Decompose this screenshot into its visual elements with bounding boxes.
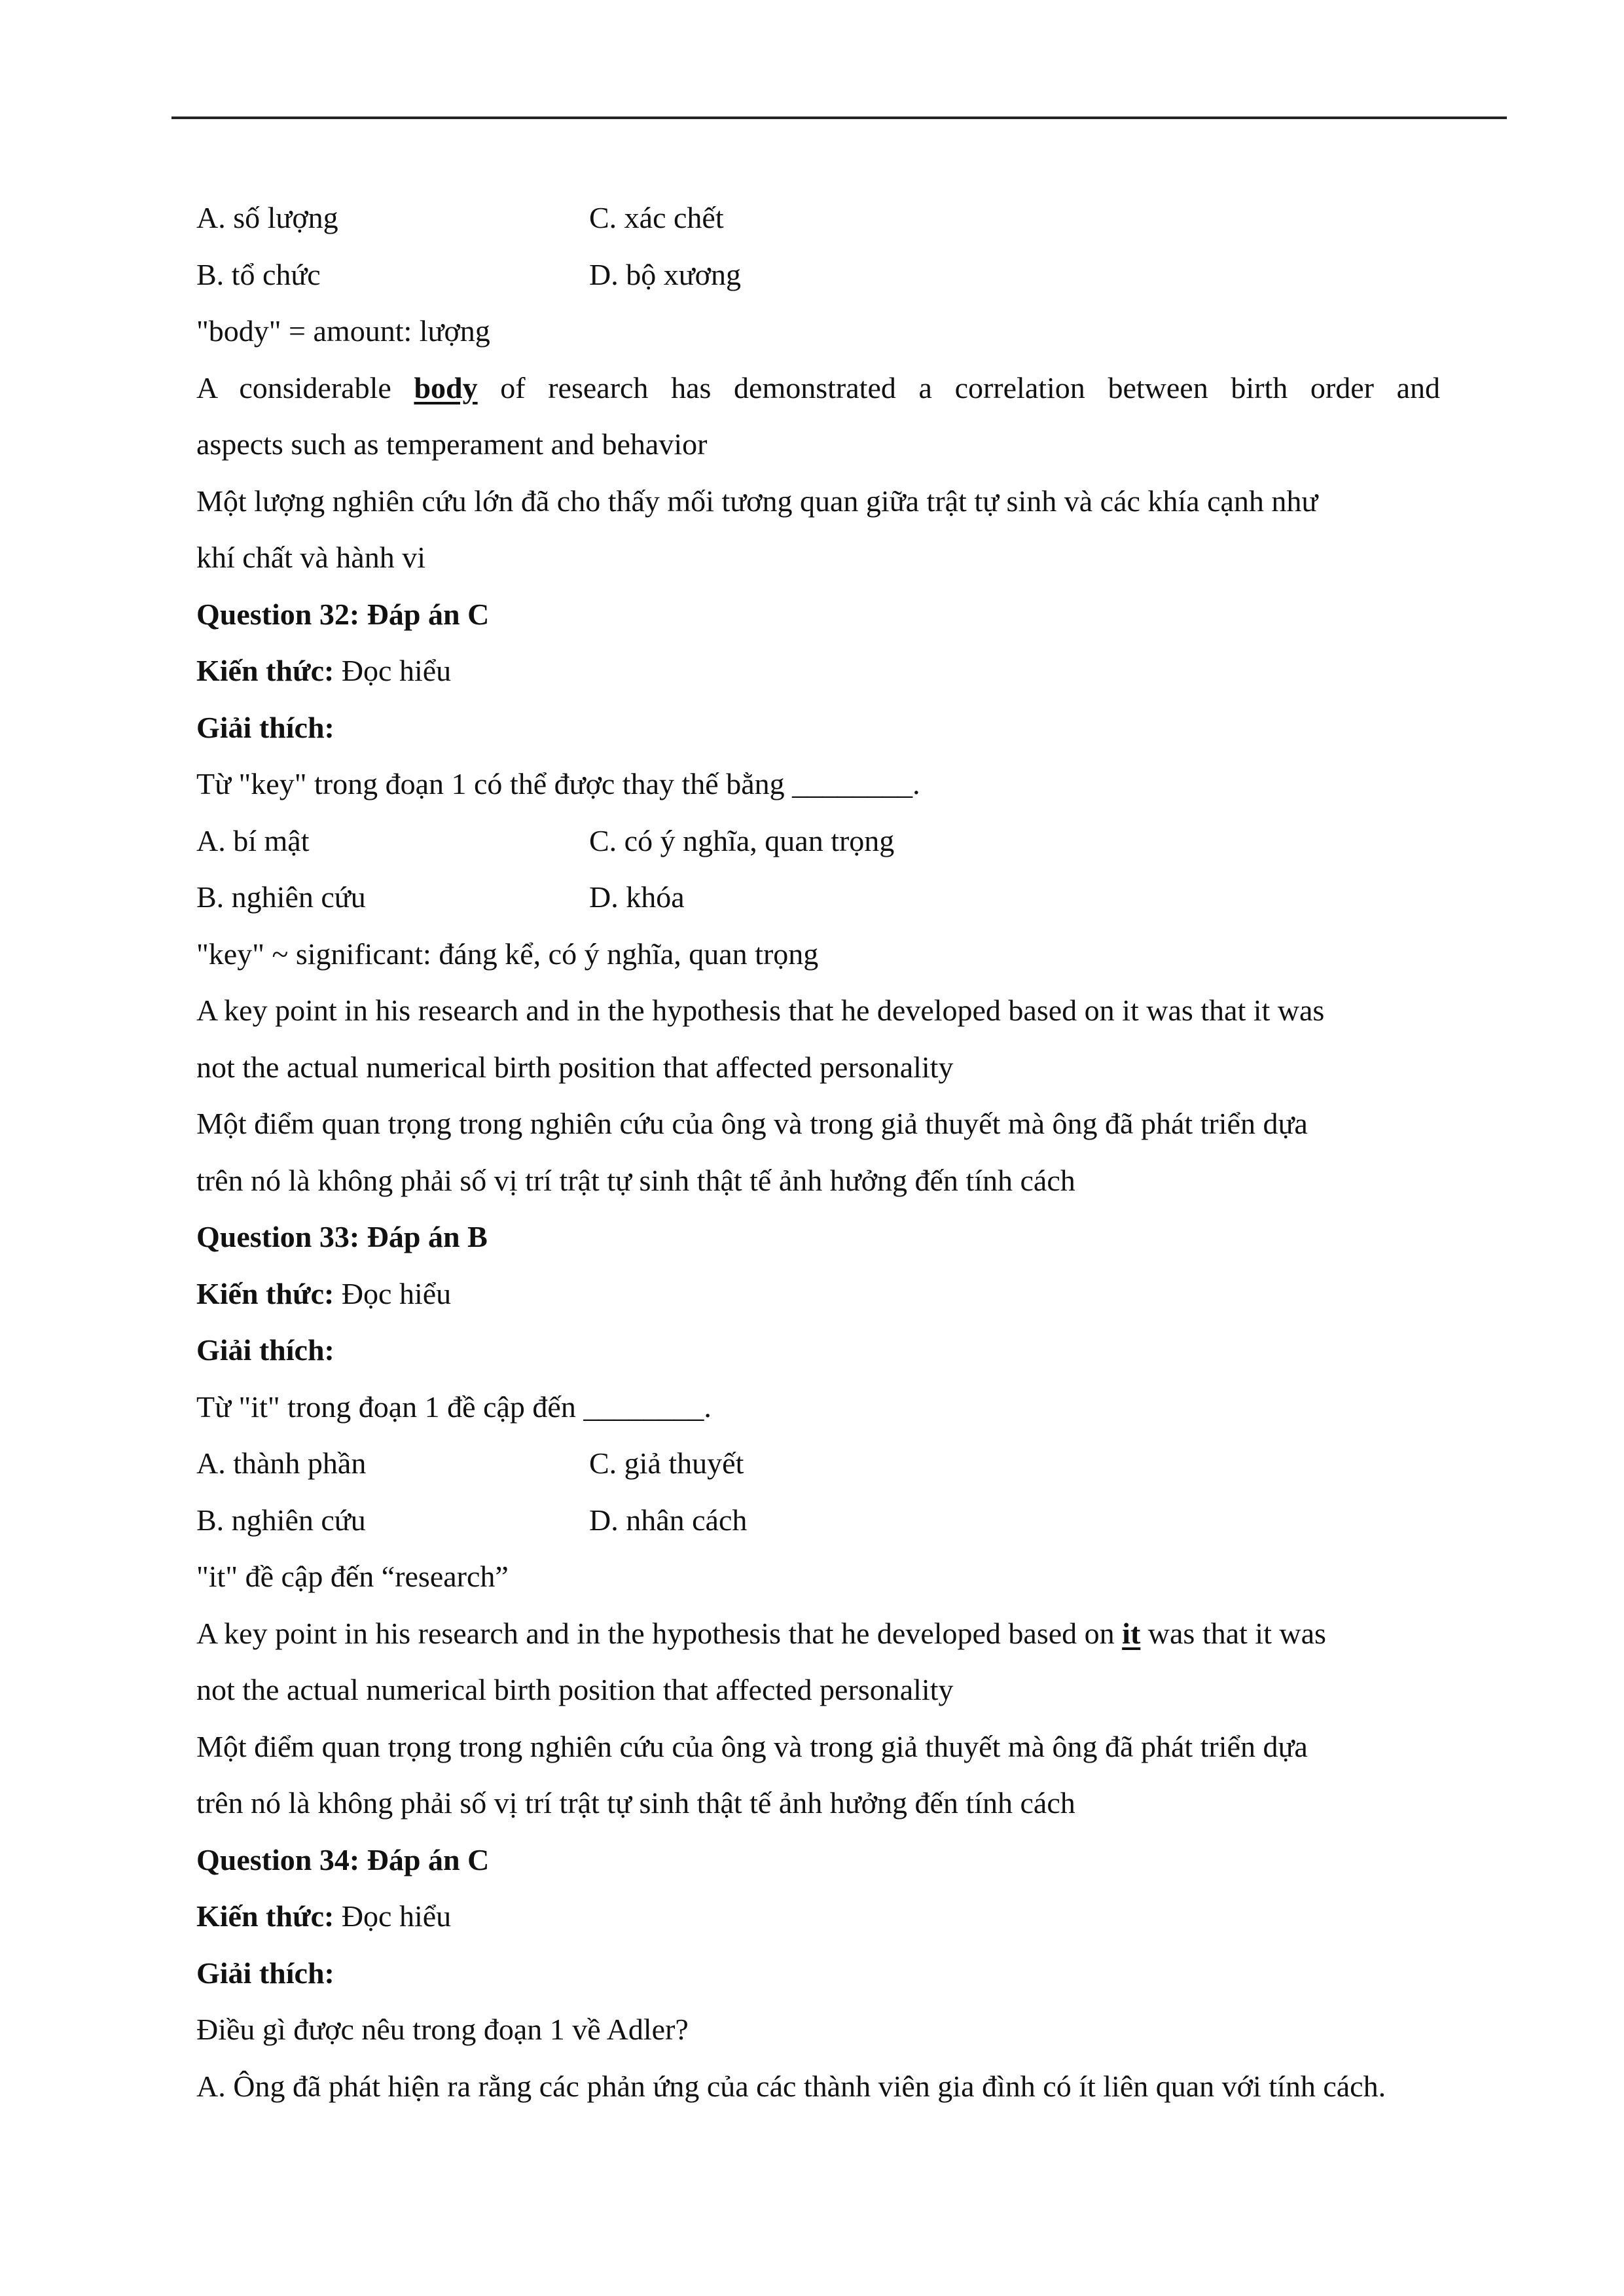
options-row xyxy=(196,869,1440,926)
question-heading: Question 33: Đáp án B xyxy=(196,1220,488,1253)
option-a: A. thành phần xyxy=(196,1446,367,1480)
quote-line: not the actual numerical birth position that affected personality xyxy=(196,1050,954,1084)
option-a: A. Ông đã phát hiện ra rằng các phản ứng của các thành viên gia đình có ít liên quan với tính cách. xyxy=(196,2069,1386,2103)
page-content xyxy=(196,190,1440,2115)
knowledge-line: Kiến thức: Đọc hiểu xyxy=(196,654,452,687)
highlighted-word: body xyxy=(414,370,478,404)
translation-line: Một điểm quan trọng trong nghiên cứu của ông và trong giả thuyết mà ông đã phát triển dựa xyxy=(196,1107,1308,1140)
header-rule xyxy=(171,117,1507,119)
word-meaning: "it" đề cập đến “research” xyxy=(196,1560,509,1593)
option-d: D. bộ xương xyxy=(589,257,741,291)
option-b: B. nghiên cứu xyxy=(196,880,366,914)
translation-line: Một lượng nghiên cứu lớn đã cho thấy mối tương quan giữa trật tự sinh và các khía cạnh như xyxy=(196,484,1318,518)
option-d: D. nhân cách xyxy=(589,1503,748,1537)
explain-label: Giải thích: xyxy=(196,1333,334,1367)
knowledge-line: Kiến thức: Đọc hiểu xyxy=(196,1276,452,1310)
quote-line: A key point in his research and in the hypothesis that he developed based on it was that it was xyxy=(196,994,1325,1027)
option-a: A. số lượng xyxy=(196,201,338,234)
question-heading: Question 32: Đáp án C xyxy=(196,597,490,631)
translation-line: khí chất và hành vi xyxy=(196,541,426,574)
quote-line: aspects such as temperament and behavior xyxy=(196,427,708,461)
option-c: C. xác chết xyxy=(589,201,724,234)
knowledge-line: Kiến thức: Đọc hiểu xyxy=(196,1899,452,1933)
option-d: D. khóa xyxy=(589,880,685,914)
translation-line: Một điểm quan trọng trong nghiên cứu của ông và trong giả thuyết mà ông đã phát triển dựa xyxy=(196,1729,1308,1763)
explain-label: Giải thích: xyxy=(196,1956,334,1990)
option-c: C. có ý nghĩa, quan trọng xyxy=(589,823,895,857)
options-row xyxy=(196,190,1440,247)
options-row xyxy=(196,813,1440,870)
translation-line: trên nó là không phải số vị trí trật tự sinh thật tế ảnh hưởng đến tính cách xyxy=(196,1163,1075,1197)
quote-line: A considerable body of research has demonstrated a correlation between birth order and xyxy=(196,370,1440,404)
question-heading: Question 34: Đáp án C xyxy=(196,1842,490,1876)
options-row xyxy=(196,247,1440,304)
highlighted-word: it xyxy=(1122,1616,1141,1650)
option-b: B. tổ chức xyxy=(196,257,321,291)
explain-label: Giải thích: xyxy=(196,710,334,744)
quote-line: not the actual numerical birth position that affected personality xyxy=(196,1673,954,1706)
translation-line: trên nó là không phải số vị trí trật tự sinh thật tế ảnh hưởng đến tính cách xyxy=(196,1786,1075,1820)
options-row xyxy=(196,1435,1440,1492)
option-b: B. nghiên cứu xyxy=(196,1503,366,1537)
word-meaning: "key" ~ significant: đáng kể, có ý nghĩa, quan trọng xyxy=(196,937,819,971)
option-a: A. bí mật xyxy=(196,823,310,857)
word-meaning: "body" = amount: lượng xyxy=(196,314,490,348)
question-text: Từ "key" trong đoạn 1 có thể được thay thế bằng ________. xyxy=(196,767,920,800)
options-row xyxy=(196,1492,1440,1549)
quote-line: A key point in his research and in the hypothesis that he developed based on it was that it was xyxy=(196,1616,1326,1650)
question-text: Từ "it" trong đoạn 1 đề cập đến ________. xyxy=(196,1390,712,1424)
question-text: Điều gì được nêu trong đoạn 1 về Adler? xyxy=(196,2013,689,2046)
option-c: C. giả thuyết xyxy=(589,1446,744,1480)
